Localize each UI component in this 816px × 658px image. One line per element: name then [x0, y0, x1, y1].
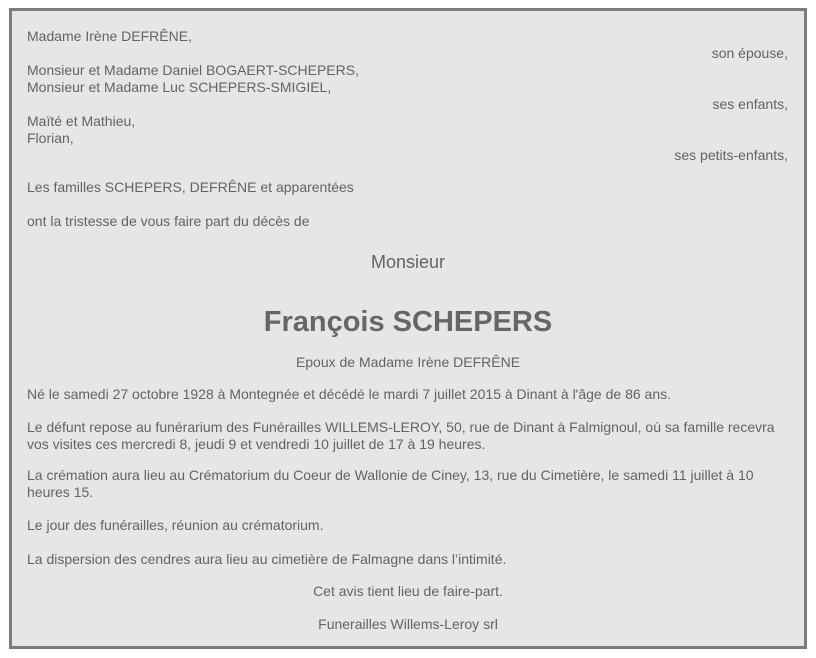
grandchild-line: Florian,	[27, 130, 74, 146]
cremation-paragraph: La crémation aura lieu au Crématorium du Coeur de Wallonie de Ciney, 13, rue du Cimetière, le samedi 11 juillet à 10 heures 15.	[27, 467, 754, 500]
funeral-day-paragraph: Le jour des funérailles, réunion au crématorium.	[27, 517, 324, 533]
grandchildren-role: ses petits-enfants,	[674, 147, 788, 163]
obituary-notice	[9, 8, 807, 649]
families-line: Les familles SCHEPERS, DEFRÊNE et apparentées	[27, 179, 354, 195]
wife-role: son épouse,	[711, 45, 788, 61]
dispersion-paragraph: La dispersion des cendres aura lieu au cimetière de Falmagne dans l’intimité.	[27, 551, 507, 567]
rest-paragraph: Le défunt repose au funérarium des Funérailles WILLEMS-LEROY, 50, rue de Dinant à Falmignoul, où sa famille recevra vos visites ces mercredi 8, jeudi 9 et vendredi 10 juillet de 17 à 19 heures.	[27, 419, 775, 452]
spouse-line: Epoux de Madame Irène DEFRÊNE	[295, 354, 521, 370]
child-line: Monsieur et Madame Luc SCHEPERS-SMIGIEL,	[27, 79, 332, 95]
wife-name: Madame Irène DEFRÊNE,	[27, 28, 192, 44]
deceased-title: Monsieur	[370, 252, 446, 272]
notice-line: Cet avis tient lieu de faire-part.	[313, 583, 503, 599]
children-role: ses enfants,	[712, 96, 788, 112]
company-line: Funerailles Willems-Leroy srl	[318, 616, 498, 632]
child-line: Monsieur et Madame Daniel BOGAERT-SCHEPERS,	[27, 62, 359, 78]
deceased-name: François SCHEPERS	[263, 306, 553, 338]
birth-death-paragraph: Né le samedi 27 octobre 1928 à Montegnée et décédé le mardi 7 juillet 2015 à Dinant à l'âge de 86 ans.	[27, 386, 671, 402]
announcement-line: ont la tristesse de vous faire part du décès de	[27, 213, 310, 229]
grandchild-line: Maïté et Mathieu,	[27, 113, 136, 129]
